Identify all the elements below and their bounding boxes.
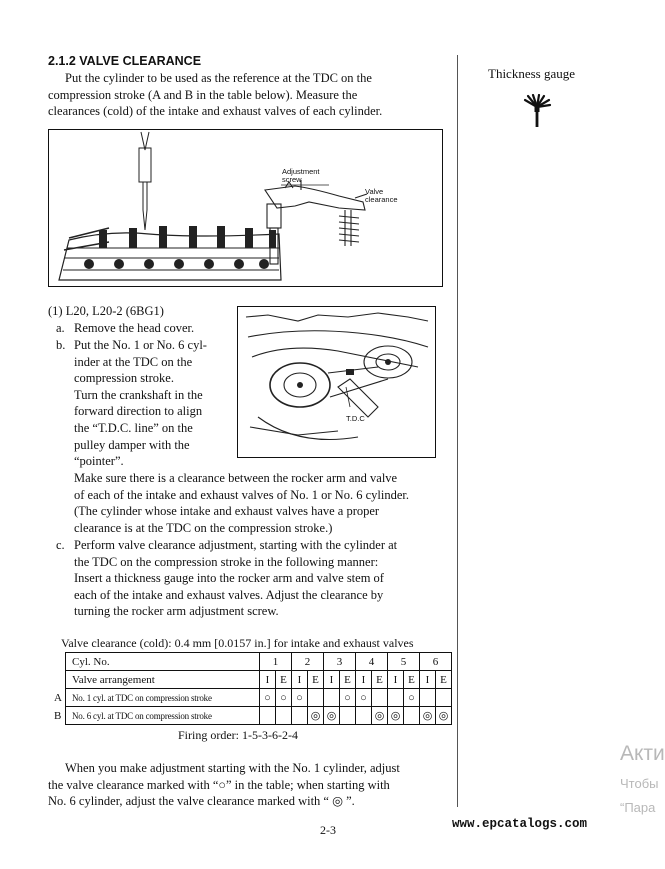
valve-clearance-table (65, 652, 452, 725)
mark-cell (276, 707, 292, 725)
intro-paragraph (48, 70, 442, 120)
valve-type-cell: I (292, 671, 308, 689)
intro-line: clearances (cold) of the intake and exhaust valves of each cylinder. (48, 104, 383, 119)
mark-cell (340, 707, 356, 725)
valve-type-cell: I (324, 671, 340, 689)
cyl-number: 4 (356, 653, 388, 671)
step-c-text (74, 537, 442, 620)
step-a-text: Remove the head cover. (74, 321, 195, 335)
mark-cell (292, 707, 308, 725)
step-b-line: pulley damper with the (74, 437, 190, 452)
step-b-continuation (74, 470, 442, 536)
intro-line: Put the cylinder to be used as the reference at the TDC on the (65, 71, 372, 85)
table-row (66, 653, 452, 671)
mark-cell (404, 707, 420, 725)
mark-cell: ○ (260, 689, 276, 707)
thickness-gauge-icon (522, 94, 552, 133)
step-c-line: the TDC on the compression stroke in the following manner: (74, 554, 379, 569)
column-divider (457, 55, 458, 807)
step-b-line: the “T.D.C. line” on the (74, 420, 193, 435)
step-c-line: Insert a thickness gauge into the rocker arm and valve stem of (74, 571, 384, 586)
cyl-number: 2 (292, 653, 324, 671)
mark-cell: ○ (276, 689, 292, 707)
step-b-wide-line: Make sure there is a clearance between the rocker arm and valve (74, 471, 398, 485)
closing-line: the valve clearance marked with “○” in the table; when starting with (48, 777, 390, 792)
step-c-line: Perform valve clearance adjustment, starting with the cylinder at (74, 538, 398, 552)
sidebar-label: Thickness gauge (488, 66, 576, 81)
valve-type-cell: I (388, 671, 404, 689)
table-row (66, 671, 452, 689)
step-b-line: compression stroke. (74, 371, 174, 386)
step-b-line: “pointer”. (74, 454, 124, 469)
step-b-line: Put the No. 1 or No. 6 cyl- (74, 338, 207, 352)
step-b-wide-line: (The cylinder whose intake and exhaust valves have a proper (74, 504, 380, 519)
row-label-b: No. 6 cyl. at TDC on compression stroke (66, 707, 260, 725)
closing-paragraph (48, 760, 442, 810)
mark-cell (436, 689, 452, 707)
step-c-line: turning the rocker arm adjustment screw. (74, 604, 279, 619)
mark-cell: ○ (292, 689, 308, 707)
valve-type-cell: E (436, 671, 452, 689)
valve-type-cell: I (260, 671, 276, 689)
table-row (66, 689, 452, 707)
step-marker-b: b. (56, 338, 66, 352)
cyl-number: 1 (260, 653, 292, 671)
tdc-label: T.D.C (346, 414, 365, 423)
table-row (66, 707, 452, 725)
valve-type-cell: E (276, 671, 292, 689)
step-c-line: each of the intake and exhaust valves. Adjust the clearance by (74, 587, 384, 602)
mark-cell: ◎ (436, 707, 452, 725)
adjustment-screw-label: Adjustment screw (282, 167, 320, 184)
intro-line: compression stroke (A and B in the table below). Measure the (48, 87, 358, 102)
cyl-number: 5 (388, 653, 420, 671)
step-marker-a: a. (56, 321, 65, 335)
mark-cell (356, 707, 372, 725)
mark-cell (372, 689, 388, 707)
mark-cell: ◎ (372, 707, 388, 725)
valve-clearance-figure (48, 129, 443, 287)
mark-cell: ◎ (420, 707, 436, 725)
cyl-number: 3 (324, 653, 356, 671)
website-footer: www.epcatalogs.com (452, 817, 588, 831)
mark-cell: ◎ (324, 707, 340, 725)
mark-cell (324, 689, 340, 707)
step-marker-c: c. (56, 538, 65, 552)
activation-overlay-line: Чтобы (620, 776, 659, 791)
step-b-line: forward direction to align (74, 404, 203, 419)
mark-cell: ○ (356, 689, 372, 707)
row-label-a: No. 1 cyl. at TDC on compression stroke (66, 689, 260, 707)
valve-type-cell: I (356, 671, 372, 689)
closing-line: No. 6 cylinder, adjust the valve clearance marked with “ ◎ ”. (48, 794, 355, 809)
step-b-wide-line: of each of the intake and exhaust valves of No. 1 or No. 6 cylinder. (74, 487, 409, 502)
step-title: (1) L20, L20-2 (6BG1) (48, 304, 164, 318)
cyl-number: 6 (420, 653, 452, 671)
pulley-damper-figure (237, 306, 436, 458)
table-caption: Valve clearance (cold): 0.4 mm [0.0157 in.] for intake and exhaust valves (61, 636, 414, 650)
valve-type-cell: E (340, 671, 356, 689)
valve-type-cell: E (404, 671, 420, 689)
mark-cell (308, 689, 324, 707)
mark-cell (388, 689, 404, 707)
mark-cell: ○ (404, 689, 420, 707)
mark-cell: ◎ (388, 707, 404, 725)
section-heading: 2.1.2 VALVE CLEARANCE (48, 54, 202, 68)
valve-clearance-label: Valve clearance (365, 187, 398, 204)
activation-overlay-title: Акти (620, 742, 665, 765)
mark-cell (420, 689, 436, 707)
step-b-line: Turn the crankshaft in the (74, 387, 203, 402)
row-tag-a: A (54, 692, 62, 704)
firing-order: Firing order: 1-5-3-6-2-4 (178, 728, 298, 742)
valve-arrangement-header: Valve arrangement (66, 671, 260, 689)
step-b-text (74, 337, 230, 470)
valve-type-cell: I (420, 671, 436, 689)
valve-type-cell: E (372, 671, 388, 689)
page-number: 2-3 (320, 823, 336, 837)
closing-line: When you make adjustment starting with the No. 1 cylinder, adjust (65, 761, 400, 775)
mark-cell: ○ (340, 689, 356, 707)
step-b-line: inder at the TDC on the (74, 354, 193, 369)
step-b-wide-line: clearance is at the TDC on the compression stroke.) (74, 520, 333, 535)
row-tag-b: B (54, 710, 62, 722)
mark-cell: ◎ (308, 707, 324, 725)
valve-type-cell: E (308, 671, 324, 689)
cyl-no-header: Cyl. No. (66, 653, 260, 671)
mark-cell (260, 707, 276, 725)
activation-overlay-line: “Пара (620, 800, 656, 815)
